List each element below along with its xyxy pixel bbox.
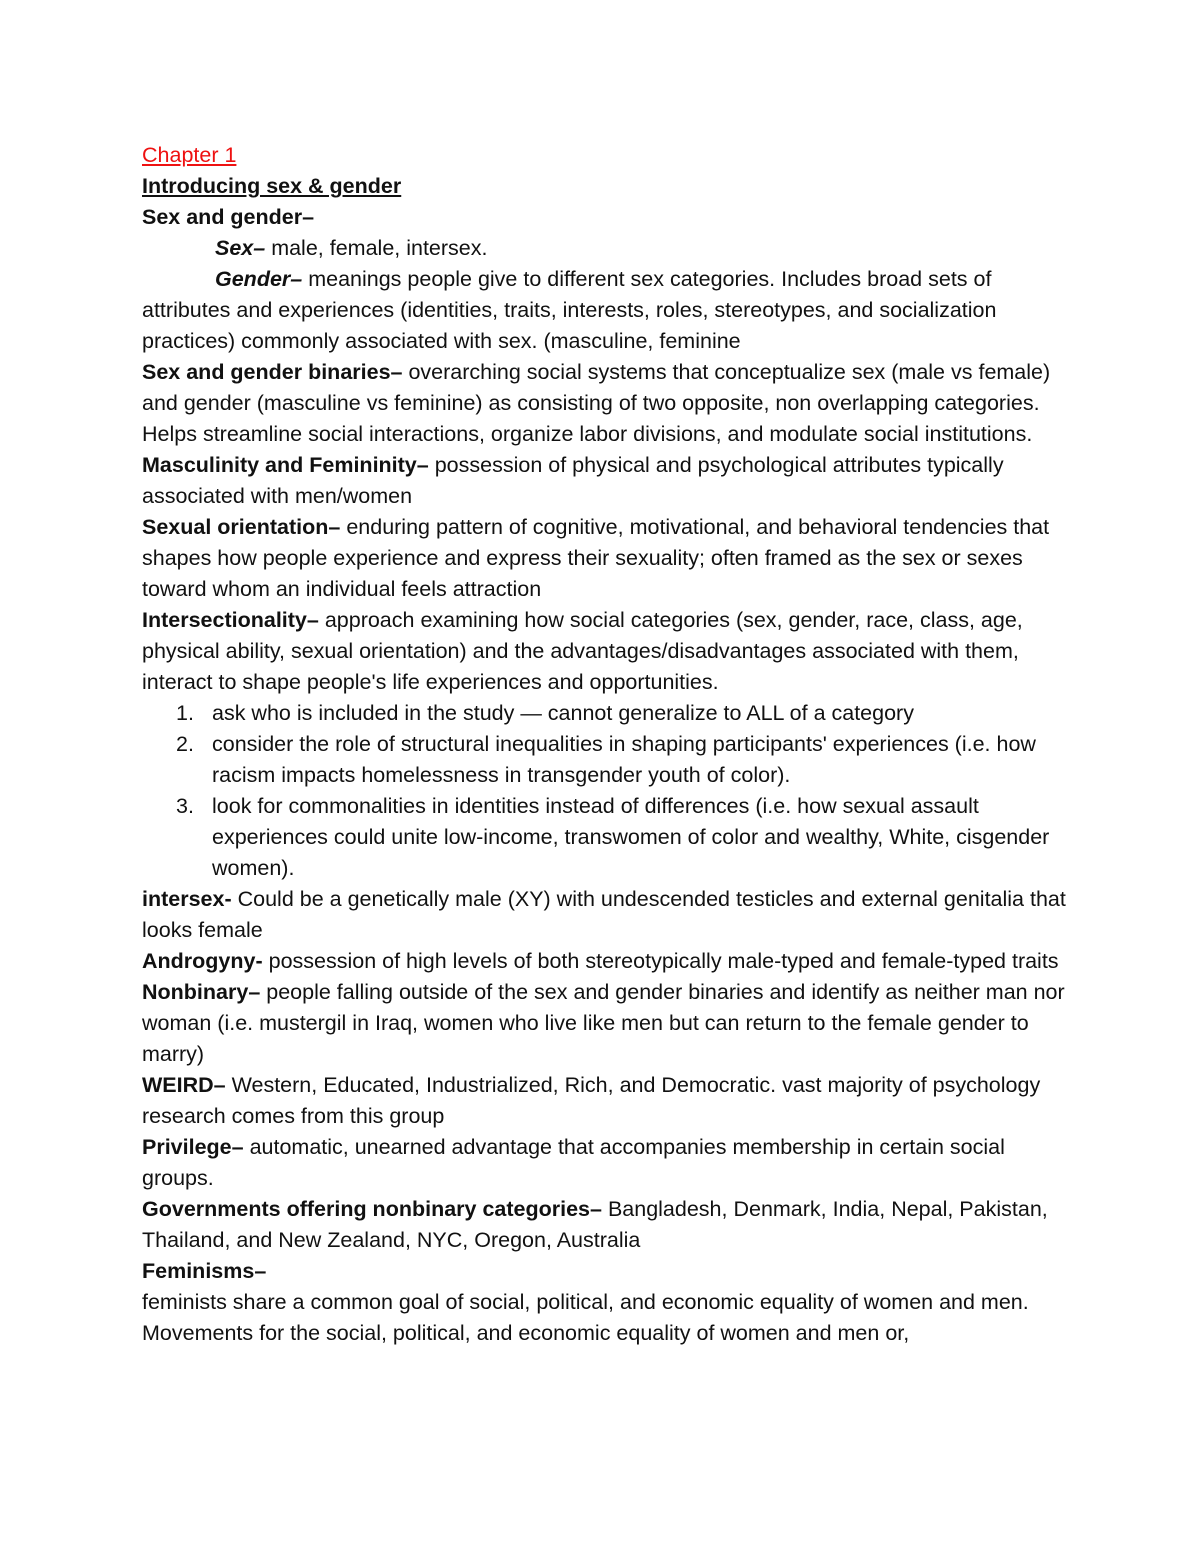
list-number: 2.: [176, 732, 194, 756]
entry-def: people falling outside of the sex and gender binaries and identify as neither man nor woman (i.e. mustergil in Iraq, women who live like men but can return to the female gender to marry): [142, 980, 1065, 1066]
entry-term: Androgyny-: [142, 949, 263, 973]
entry-nonbinary: [142, 977, 1072, 1070]
sex-definition: [142, 233, 1072, 264]
list-item: [142, 729, 1072, 791]
entry-androgyny: [142, 946, 1072, 977]
entry-term: Feminisms–: [142, 1259, 267, 1283]
entry-privilege: [142, 1132, 1072, 1194]
chapter-title: Chapter 1: [142, 143, 237, 167]
intersectionality-list: [142, 698, 1072, 884]
entry-sexual-orientation: [142, 512, 1072, 605]
gender-term: Gender–: [215, 267, 303, 291]
entry-term: WEIRD–: [142, 1073, 226, 1097]
entry-weird: [142, 1070, 1072, 1132]
entry-def: enduring pattern of cognitive, motivational, and behavioral tendencies that shapes how people experience and express their sexuality; often framed as the sex or sexes toward whom an individual feels attraction: [142, 515, 1050, 601]
document-body: [142, 140, 1072, 1349]
entry-term: intersex-: [142, 887, 232, 911]
list-number: 3.: [176, 794, 194, 818]
entry-term: Intersectionality–: [142, 608, 319, 632]
entry-term: Sexual orientation–: [142, 515, 341, 539]
entry-masculinity: [142, 450, 1072, 512]
entry-def: Could be a genetically male (XY) with undescended testicles and external genitalia that looks female: [142, 887, 1066, 942]
list-text: ask who is included in the study — cannot generalize to ALL of a category: [212, 701, 914, 725]
sex-and-gender-term: Sex and gender–: [142, 205, 315, 229]
gender-def: meanings people give to different sex categories. Includes broad sets of attributes and experiences (identities, traits, interests, roles, stereotypes, and socialization practices) commonly associated with sex. (masculine, feminine: [142, 267, 997, 353]
list-number: 1.: [176, 701, 194, 725]
entry-term: Governments offering nonbinary categories–: [142, 1197, 602, 1221]
entry-term: Privilege–: [142, 1135, 244, 1159]
entry-def: Western, Educated, Industrialized, Rich, and Democratic. vast majority of psychology research comes from this group: [142, 1073, 1041, 1128]
feminisms-paragraph: feminists share a common goal of social, political, and economic equality of women and men. Movements for the social, political, and economic equality of women and men or,: [142, 1290, 1029, 1345]
entry-def: overarching social systems that conceptualize sex (male vs female) and gender (masculine vs feminine) as consisting of two opposite, non overlapping categories. Helps streamline social interactions, organize labor divisions, and modulate social institutions.: [142, 360, 1051, 446]
entry-def: approach examining how social categories (sex, gender, race, class, age, physical ability, sexual orientation) and the advantages/disadvantages associated with them, interact to shape people's life experiences and opportunities.: [142, 608, 1023, 694]
entry-term: Sex and gender binaries–: [142, 360, 403, 384]
list-item: [142, 791, 1072, 884]
list-text: look for commonalities in identities instead of differences (i.e. how sexual assault experiences could unite low-income, transwomen of color and wealthy, White, cisgender women).: [212, 794, 1050, 880]
gender-definition: [142, 264, 1072, 357]
section-heading: Introducing sex & gender: [142, 174, 402, 198]
entry-def: Bangladesh, Denmark, India, Nepal, Pakistan, Thailand, and New Zealand, NYC, Oregon, Australia: [142, 1197, 1048, 1252]
entry-def: possession of physical and psychological attributes typically associated with men/women: [142, 453, 1004, 508]
entry-def: possession of high levels of both stereotypically male-typed and female-typed traits: [262, 949, 1059, 973]
sex-term: Sex–: [215, 236, 266, 260]
list-text: consider the role of structural inequalities in shaping participants' experiences (i.e. how racism impacts homelessness in transgender youth of color).: [212, 732, 1036, 787]
sex-def: male, female, intersex.: [265, 236, 488, 260]
entry-governments: [142, 1194, 1072, 1256]
entry-term: Nonbinary–: [142, 980, 261, 1004]
entry-intersex: [142, 884, 1072, 946]
entry-feminisms: [142, 1256, 1072, 1287]
entry-def: automatic, unearned advantage that accompanies membership in certain social groups.: [142, 1135, 1005, 1190]
entry-binaries: [142, 357, 1072, 450]
list-item: [142, 698, 1072, 729]
entry-term: Masculinity and Femininity–: [142, 453, 429, 477]
entry-intersectionality: [142, 605, 1072, 698]
